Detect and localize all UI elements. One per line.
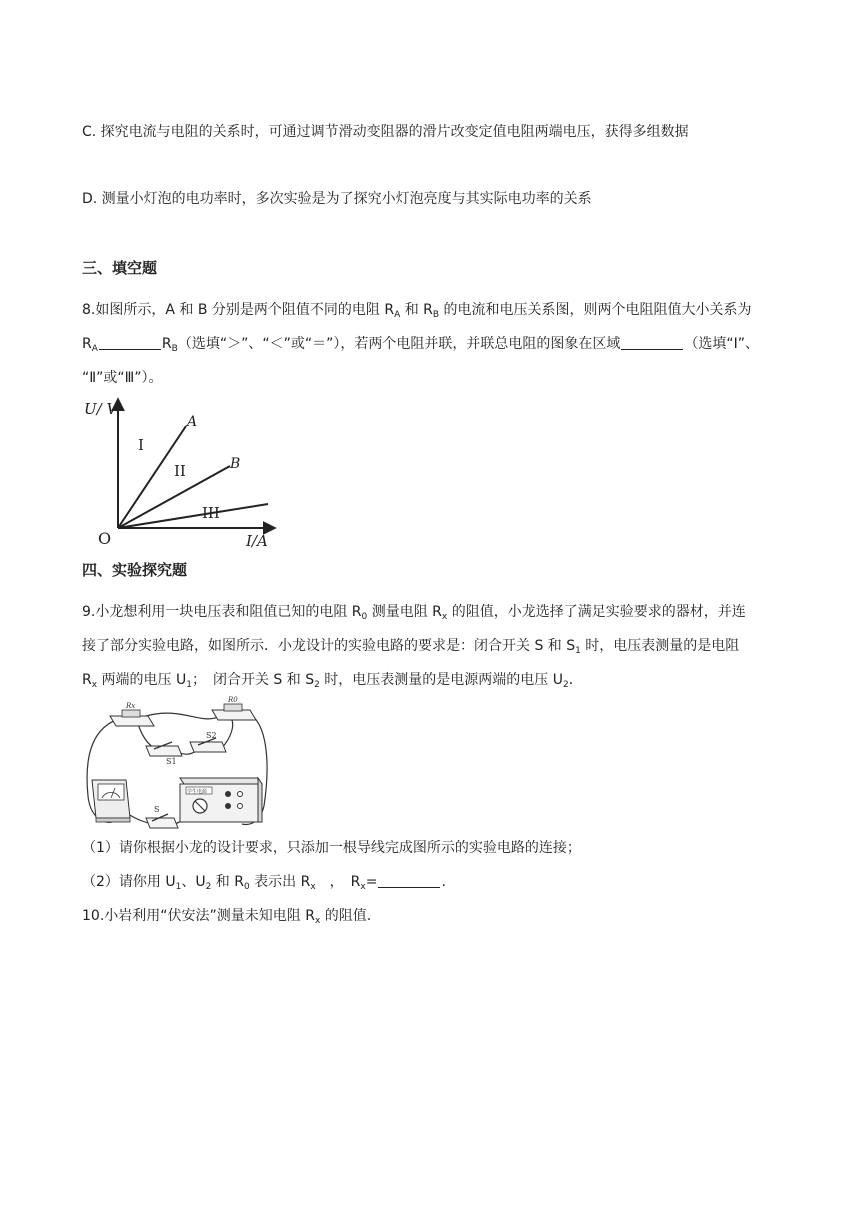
q8-line-2: $R_A$ $R_B$（选填“＞”、“＜”或“＝”），若两个电阻并联，并联总电阻的图象在区域 （选填“I”、 (82, 336, 759, 354)
q8-region-2: II (174, 462, 186, 480)
q8-ui-graph (82, 396, 282, 548)
wire-rx-s1 (138, 724, 154, 748)
option-d: D. 测量小灯泡的电功率时，多次实验是为了探究小灯泡亮度与其实际电功率的关系 (82, 191, 592, 207)
svg-text:S2: S2 (206, 731, 217, 740)
q8-blank-1[interactable] (99, 335, 161, 350)
section-3-title: 三、填空题 (82, 259, 158, 277)
q9-part-1: （1）请你根据小龙的设计要求，只添加一根导线完成图所示的实验电路的连接； (82, 840, 581, 856)
svg-text:学生电源: 学生电源 (187, 789, 208, 795)
resistor-rx (110, 702, 154, 726)
option-c: C. 探究电流与电阻的关系时，可通过调节滑动变阻器的滑片改变定值电阻两端电压，获得多组数据 (82, 124, 689, 140)
q8-blank-2[interactable] (621, 335, 683, 350)
svg-text:S1: S1 (166, 757, 177, 766)
switch-s2 (190, 731, 226, 752)
q8-region-1: I (138, 436, 144, 454)
section-4-title: 四、实验探究题 (82, 561, 188, 579)
switch-s1 (146, 742, 182, 766)
q8-label-a: A (187, 414, 198, 430)
svg-text:Rx: Rx (126, 702, 136, 710)
q9-answer-blank[interactable] (378, 873, 440, 888)
q8-y-label: U/ V (84, 400, 118, 418)
q8-region-3: III (202, 504, 220, 522)
q8-x-label: I/A (246, 532, 268, 548)
svg-text:S: S (154, 805, 160, 814)
wire-s2-r0 (222, 720, 233, 748)
svg-text:R0: R0 (228, 696, 238, 704)
q10-line: 10.小岩利用“伏安法”测量未知电阻 $R_x$ 的阻值. (82, 908, 372, 926)
switch-s (146, 805, 178, 828)
q8-label-b: B (230, 456, 241, 472)
q9-line-3: $R_x$ 两端的电压 $U_1$； 闭合开关 S 和 $S_2$ 时，电压表测量的是电源两端的电压 $U_2$． (82, 672, 583, 690)
wire-top (146, 713, 220, 719)
circuit-figure (82, 696, 272, 832)
resistor-r0 (212, 696, 256, 720)
q9-line-2: 接了部分实验电路，如图所示．小龙设计的实验电路的要求是：闭合开关 S 和 $S_1$ 时，电压表测量的是电阻 (82, 638, 740, 656)
q9-line-1: 9.小龙想利用一块电压表和阻值已知的电阻 $R_0$ 测量电阻 $R_x$ 的阻值，小龙选择了满足实验要求的器材，并连 (82, 604, 746, 622)
voltmeter (92, 780, 130, 822)
q9-part-2: （2）请你用 $U_1$、$U_2$ 和 $R_0$ 表示出 $R_x$ ， $R_x=$ . (82, 874, 446, 892)
q8-line-1: 8.如图所示，A 和 B 分别是两个阻值不同的电阻 $R_A$ 和 $R_B$ 的电流和电压关系图，则两个电阻阻值大小关系为 (82, 302, 752, 320)
power-source (180, 778, 262, 822)
q8-line-3: “Ⅱ”或“Ⅲ”）。 (82, 370, 163, 386)
q8-origin-label: O (98, 529, 112, 548)
